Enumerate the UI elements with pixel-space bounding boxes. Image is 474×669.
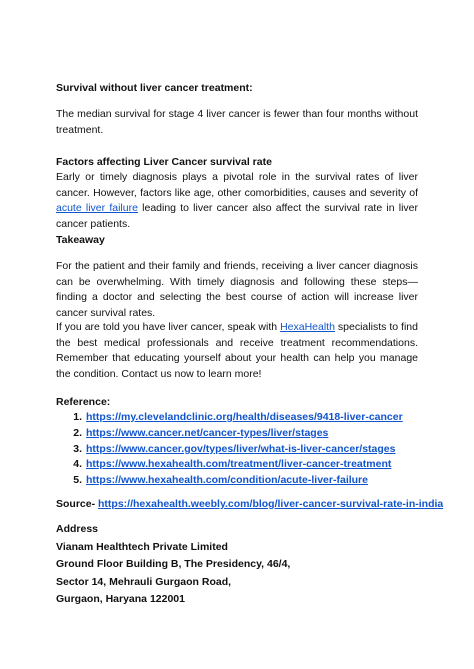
- survival-paragraph: The median survival for stage 4 liver cancer is fewer than four months without treatment.: [56, 108, 418, 136]
- references-list: [56, 410, 426, 489]
- factors-text-1: Early or timely diagnosis plays a pivotal role in the survival rates of liver cancer. However, factors like age, other comorbidities, causes and severity of: [56, 171, 418, 199]
- section-heading-factors: Factors affecting Liver Cancer survival rate: [56, 156, 272, 168]
- source-line: [56, 497, 444, 513]
- reference-item: [73, 426, 426, 442]
- address-line: Vianam Healthtech Private Limited: [56, 540, 228, 553]
- takeaway-paragraph-1: For the patient and their family and friends, receiving a liver cancer diagnosis can be overwhelming. With timely diagnosis and following these steps—finding a doctor and selecting the best course of action will increase liver cancer survival rates.: [56, 260, 418, 319]
- references-heading: Reference:: [56, 396, 111, 408]
- hexahealth-link[interactable]: HexaHealth: [280, 321, 335, 333]
- takeaway-text-2: specialists to find the best medical professionals and receive treatment recommendations. Remember that educating yourself about your health can help you manage the condition. Contact us now to learn more!: [56, 321, 418, 380]
- reference-number: 4.: [73, 458, 82, 471]
- reference-number: 5.: [73, 474, 82, 487]
- source-link[interactable]: https://hexahealth.weebly.com/blog/liver-cancer-survival-rate-in-india: [98, 498, 444, 510]
- reference-link[interactable]: https://www.hexahealth.com/condition/acute-liver-failure: [86, 474, 368, 487]
- section-heading-survival: Survival without liver cancer treatment:: [56, 82, 253, 94]
- address-line: Ground Floor Building B, The Presidency, 46/4,: [56, 558, 291, 570]
- reference-item: [73, 410, 426, 426]
- address-line: Gurgaon, Haryana 122001: [56, 593, 185, 605]
- reference-link[interactable]: https://www.cancer.net/cancer-types/liver/stages: [86, 426, 329, 439]
- address-line: Sector 14, Mehrauli Gurgaon Road,: [56, 575, 232, 588]
- reference-item: [73, 442, 426, 458]
- takeaway-paragraph-2: [56, 320, 418, 382]
- reference-link[interactable]: https://www.cancer.gov/types/liver/what-is-liver-cancer/stages: [86, 442, 396, 455]
- reference-item: [73, 457, 426, 473]
- address-heading: Address: [56, 523, 99, 535]
- reference-item: [73, 473, 426, 489]
- source-label: Source-: [56, 498, 99, 510]
- reference-number: 2.: [73, 426, 82, 439]
- section-heading-takeaway: Takeaway: [56, 234, 105, 246]
- factors-paragraph: [56, 170, 418, 232]
- reference-number: 3.: [73, 442, 82, 455]
- address-block: [56, 521, 418, 609]
- factors-text-2: leading to liver cancer also affect the survival rate in liver cancer patients.: [56, 202, 419, 230]
- reference-link[interactable]: https://www.hexahealth.com/treatment/liver-cancer-treatment: [86, 458, 392, 471]
- reference-number: 1.: [73, 411, 82, 423]
- acute-liver-failure-link[interactable]: acute liver failure: [56, 202, 138, 214]
- reference-link[interactable]: https://my.clevelandclinic.org/health/diseases/9418-liver-cancer: [86, 411, 403, 423]
- takeaway-text-1: If you are told you have liver cancer, speak with: [56, 321, 281, 333]
